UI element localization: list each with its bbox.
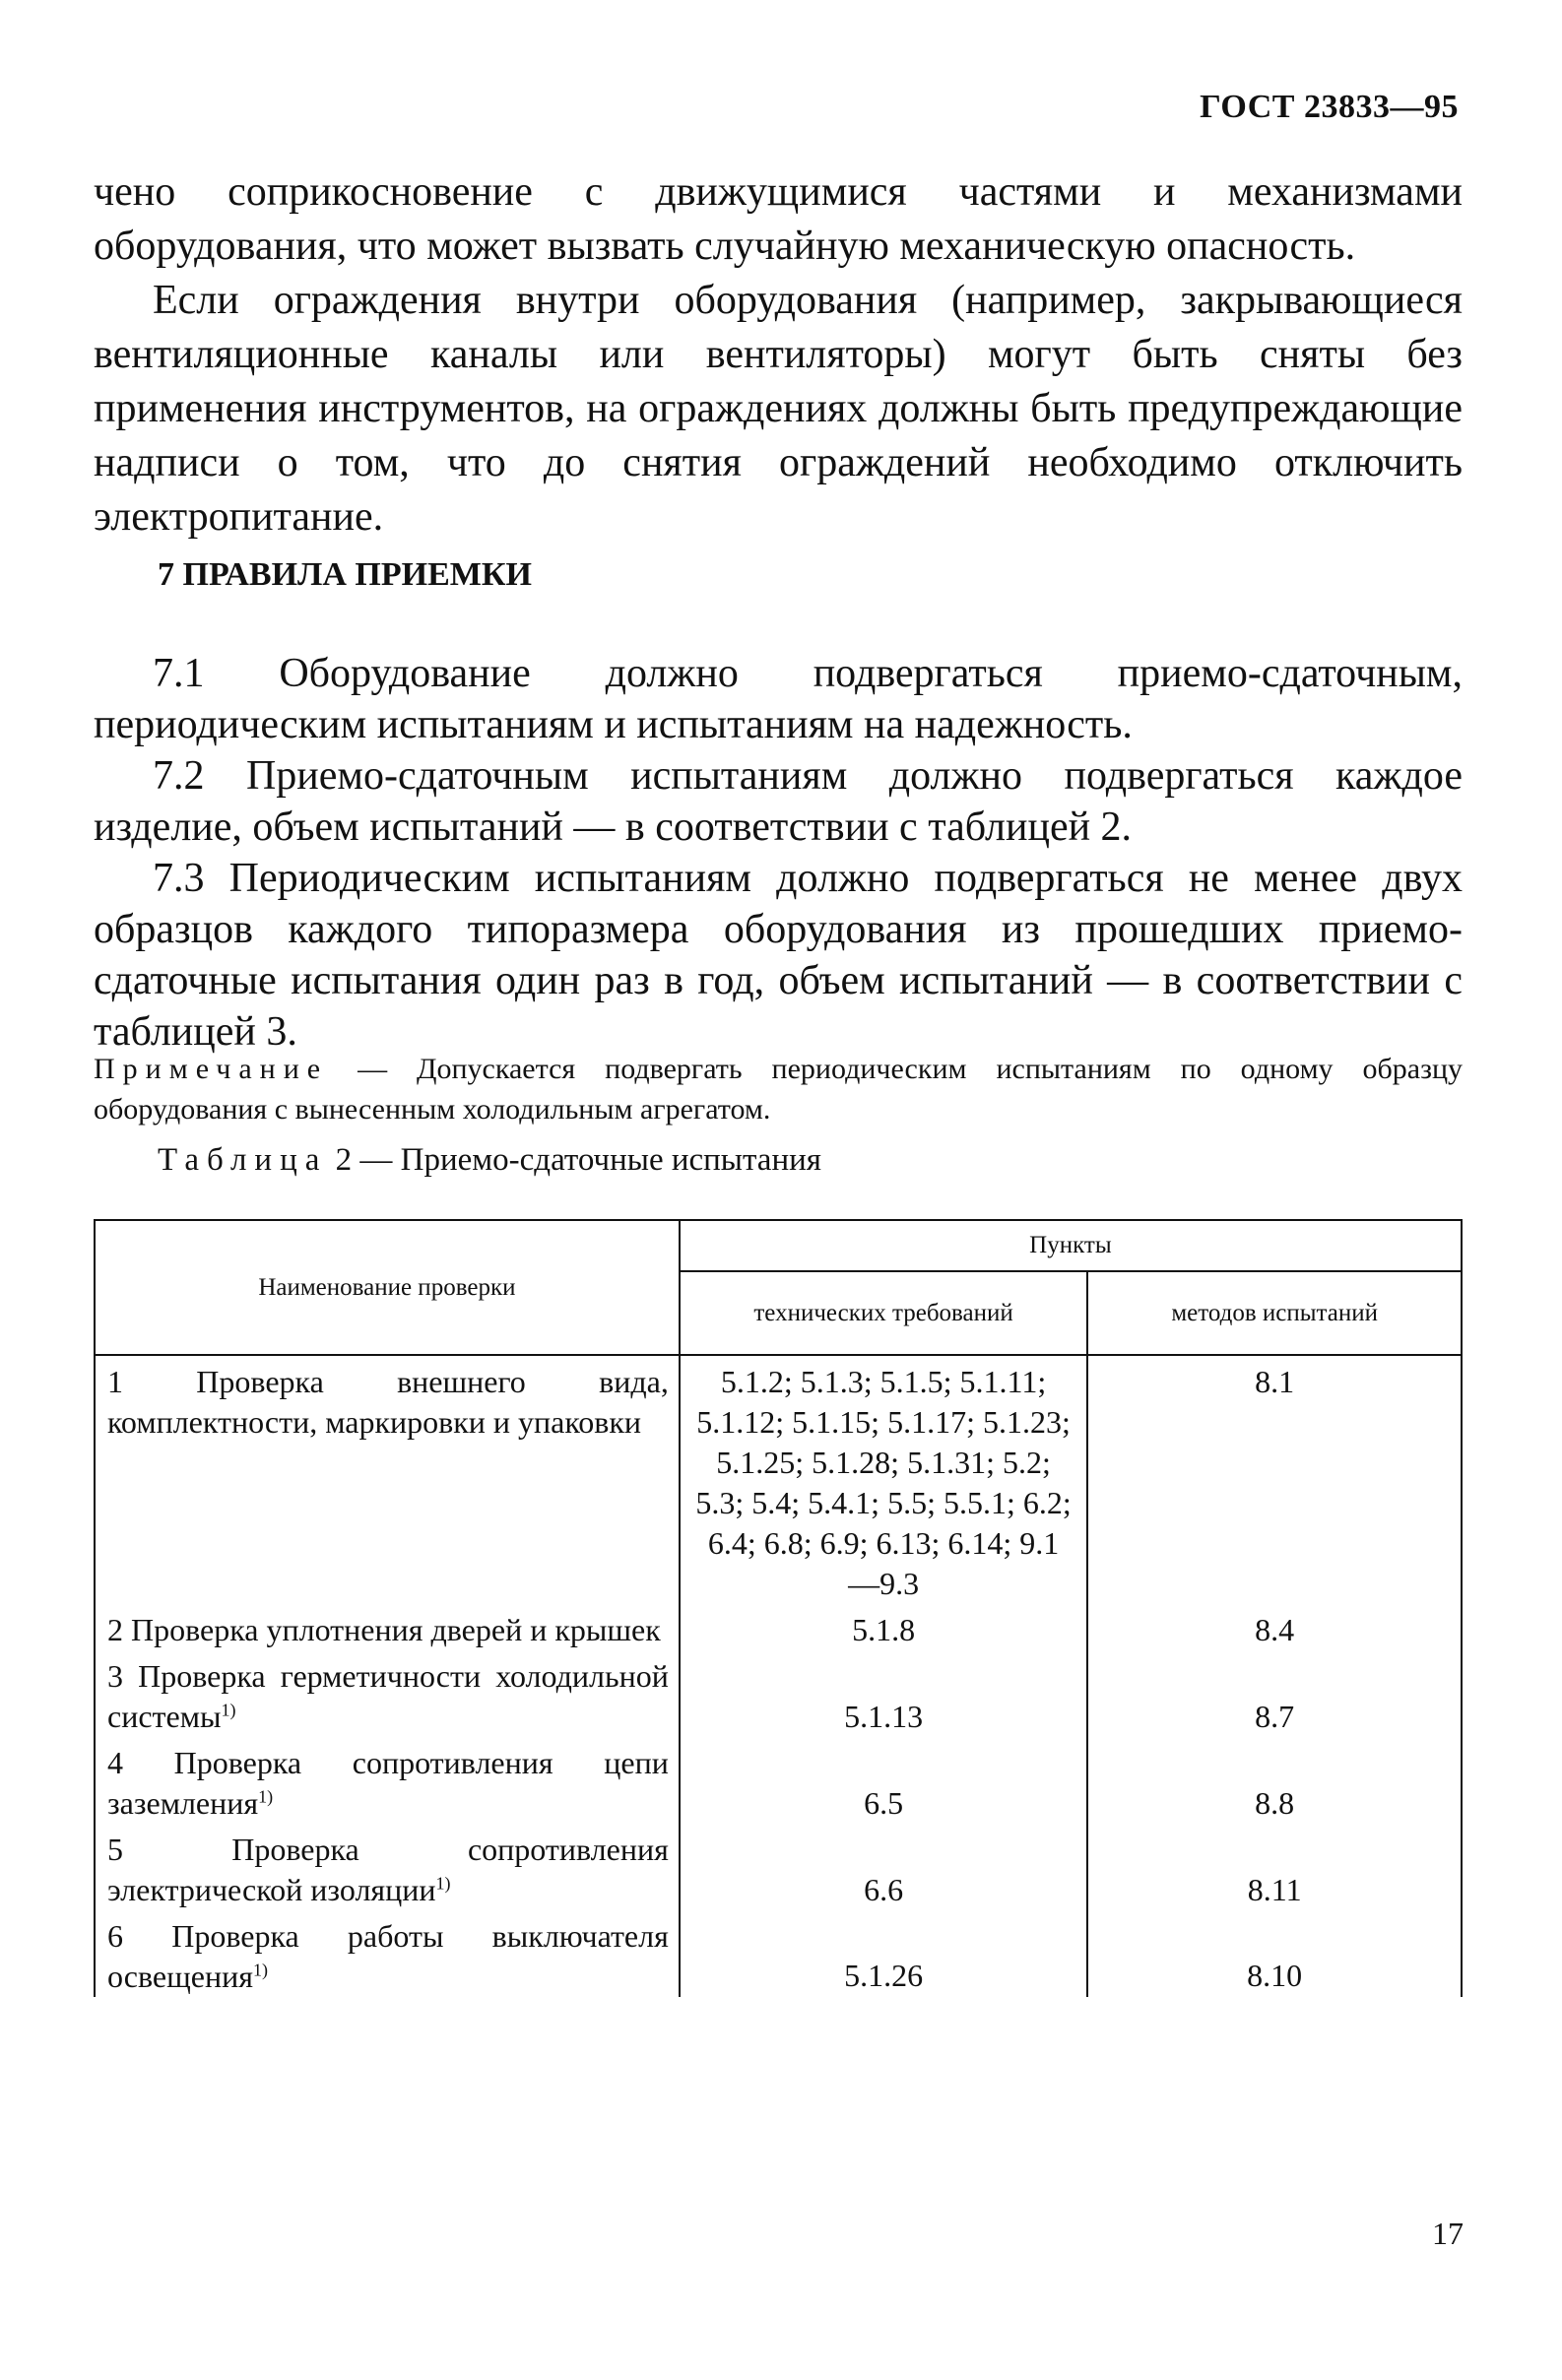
row-tech-clauses: 5.1.8 xyxy=(852,1612,916,1647)
row-check-name xyxy=(96,1737,679,1824)
row-method-clause: 8.8 xyxy=(1255,1785,1295,1821)
table-row xyxy=(95,1737,1462,1824)
row-method-clause: 8.1 xyxy=(1255,1364,1295,1399)
footnote-marker: 1) xyxy=(252,1960,268,1980)
row-method-clause: 8.7 xyxy=(1255,1699,1295,1734)
row-method-clause: 8.11 xyxy=(1247,1872,1302,1907)
table-row xyxy=(95,1604,1462,1650)
section-body xyxy=(94,648,1463,1058)
row-tech-clauses: 6.6 xyxy=(864,1872,904,1907)
row-tech-clauses: 5.1.2; 5.1.3; 5.1.5; 5.1.11; 5.1.12; 5.1.15; 5.1.17; 5.1.23; 5.1.25; 5.1.28; 5.1.31; 5.2; 5.3; 5.4; 5.4.1; 5.5; 5.5.1; 6.2; 6.4; 6.8; 6.9; 6.13; 6.14; 9.1—9.3 xyxy=(695,1364,1072,1601)
footnote-marker: 1) xyxy=(258,1786,274,1807)
table-caption-text: 2 — Приемо-сдаточные испытания xyxy=(327,1142,821,1178)
table-caption-label: Таблица xyxy=(158,1142,328,1178)
document-header: ГОСТ 23833—95 xyxy=(1200,89,1459,125)
clause-7-1: 7.1 Оборудование должно подвергаться приемо-сдаточным, периодическим испытаниям и испытаниям на надежность. xyxy=(94,651,1463,747)
note-label: Примечание xyxy=(94,1053,329,1085)
footnote-marker: 1) xyxy=(221,1700,236,1720)
row-check-name xyxy=(96,1910,679,1997)
table-caption xyxy=(158,1142,821,1179)
row-check-name-text: 3 Проверка герметичности холодильной системы xyxy=(107,1658,669,1734)
header-points: Пункты xyxy=(680,1220,1462,1271)
note xyxy=(94,1049,1463,1129)
note-text: — Допускается подвергать периодическим испытаниям по одному образцу оборудования с вынесенным холодильным агрегатом. xyxy=(94,1053,1463,1126)
header-check-name: Наименование проверки xyxy=(95,1220,680,1355)
clause-7-2: 7.2 Приемо-сдаточным испытаниям должно подвергаться каждое изделие, объем испытаний — в соответствии с таблицей 2. xyxy=(94,753,1463,850)
row-tech-clauses: 5.1.13 xyxy=(844,1699,924,1734)
table-row xyxy=(95,1910,1462,1997)
row-check-name-text: 5 Проверка сопротивления электрической изоляции xyxy=(107,1832,669,1907)
row-check-name xyxy=(96,1650,679,1737)
acceptance-tests-table xyxy=(94,1219,1463,1997)
paragraph-guards-warning: Если ограждения внутри оборудования (например, закрывающиеся вентиляционные каналы или вентиляторы) могут быть сняты без применения инструментов, на ограждениях должны быть предупреждающие надписи о том, что до снятия ограждений необходимо отключить электропитание. xyxy=(94,278,1463,540)
row-check-name: 2 Проверка уплотнения дверей и крышек xyxy=(107,1612,661,1647)
paragraph-continued: чено соприкосновение с движущимися частями и механизмами оборудования, что может вызвать случайную механическую опасность. xyxy=(94,169,1463,269)
row-tech-clauses: 6.5 xyxy=(864,1785,904,1821)
clause-7-3: 7.3 Периодическим испытаниям должно подвергаться не менее двух образцов каждого типоразмера оборудования из прошедших приемо-сдаточные испытания один раз в год, объем испытаний — в соответствии с таблицей 3. xyxy=(94,856,1463,1055)
header-tech-requirements: технических требований xyxy=(680,1271,1088,1355)
row-check-name: 1 Проверка внешнего вида, комплектности, маркировки и упаковки xyxy=(107,1364,669,1440)
table-row xyxy=(95,1355,1462,1604)
header-test-methods: методов испытаний xyxy=(1087,1271,1462,1355)
page-number: 17 xyxy=(1432,2216,1464,2251)
body-text xyxy=(94,165,1463,545)
section-title: 7 ПРАВИЛА ПРИЕМКИ xyxy=(158,556,532,593)
table-row xyxy=(95,1824,1462,1910)
row-method-clause: 8.10 xyxy=(1247,1958,1303,1993)
row-method-clause: 8.4 xyxy=(1255,1612,1295,1647)
row-tech-clauses: 5.1.26 xyxy=(844,1958,924,1993)
table-row xyxy=(95,1650,1462,1737)
row-check-name-text: 4 Проверка сопротивления цепи заземления xyxy=(107,1745,669,1821)
row-check-name xyxy=(96,1824,679,1910)
footnote-marker: 1) xyxy=(435,1873,451,1894)
row-check-name-text: 6 Проверка работы выключателя освещения xyxy=(107,1918,669,1994)
